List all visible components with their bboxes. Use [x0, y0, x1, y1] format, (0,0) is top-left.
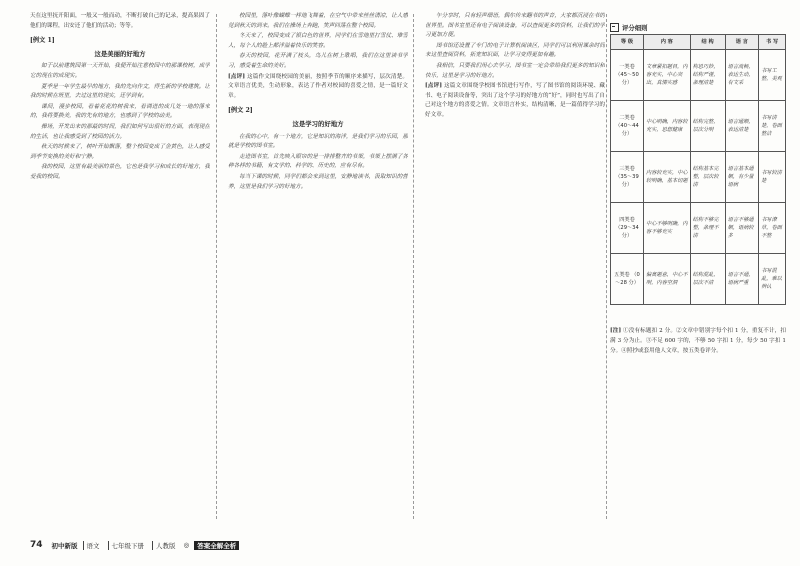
rubric-language: 语言流畅，表达生动，有文采 [725, 50, 758, 101]
page-footer [30, 538, 790, 552]
rubric-header-row [611, 35, 786, 50]
example-2-title: 这是学习的好地方 [292, 119, 344, 128]
example-2-label: [例文 2] [228, 107, 253, 115]
separator-icon: ◎ [183, 541, 190, 549]
essay-paragraph: 夏季是一年学生最早的地方，我的先向作文，得生新的学校建筑。让我的时候在班里，去过这里的现实，还学到有。 [30, 83, 210, 100]
rubric-language: 语言不够通顺，语病较多 [725, 203, 758, 254]
column-divider [606, 14, 607, 519]
column-divider [413, 14, 414, 519]
page-number: 74 [30, 540, 43, 550]
note-label: [注] [610, 328, 622, 334]
rubric-writing: 书写较清楚 [759, 152, 786, 203]
rubric-note [610, 326, 786, 356]
comment-text: 这篇作文围绕校园的美丽，按照季节的顺序来描写，层次清楚。文章语言优美，生动形象，表达了作者对校园的喜爱之情，是一篇好文章。 [228, 73, 408, 99]
rubric-col-header: 书 写 [759, 35, 786, 50]
rubric-row [611, 254, 786, 305]
essay-paragraph: 校园里，落叶像蝴蝶一样地飞舞着，在空气中带来丝丝清凉，让人感觉到秋天的到来。我们在操场上奔跑，笑声回荡在整个校园。 [228, 13, 408, 29]
rubric-structure: 结构不够完整，条理不清 [690, 203, 725, 254]
essay-column-3 [425, 12, 605, 522]
intro-paragraph: 天在这里抚开阳面，一般又一般而动，不断打破自己的记录，提高果固了他们的课程，出安还了他们的活动；等等。 [30, 13, 210, 29]
rubric-col-header: 等 级 [611, 35, 644, 50]
essay-paragraph: 冬天来了，校园变成了银白色的世界，同学们在雪地里打雪仗、堆雪人，每个人的脸上都洋溢着快乐的笑容。 [228, 33, 408, 49]
answer-section-tag: 答案全解全析 [194, 541, 239, 550]
scoring-rubric [610, 22, 786, 305]
grade-label: 七年级下册 [108, 541, 148, 550]
rubric-content: 内容较充实，中心较明确，基本切题 [644, 152, 691, 203]
essay-paragraph: 操场，开发出来的那最的时间，我们如何写出很好的方面，表现现在的生活，也让我感受到了校园的活力。 [30, 123, 210, 140]
essay-column-2 [228, 12, 408, 522]
rubric-row [611, 203, 786, 254]
rubric-icon [610, 23, 619, 32]
rubric-row [611, 50, 786, 101]
example-1-label: [例文 1] [30, 37, 55, 45]
comment-label: [点评] [228, 73, 245, 80]
rubric-language: 语言基本通顺，有少量语病 [725, 152, 758, 203]
rubric-language: 语言通顺，表达清楚 [725, 101, 758, 152]
subject-label: 语文 [83, 541, 103, 550]
rubric-structure: 结构基本完整，层次较清 [690, 152, 725, 203]
rubric-col-header: 内 容 [644, 35, 691, 50]
comment-label: [点评] [425, 83, 442, 90]
essay-paragraph: 走进图书室，首先映入眼帘的是一排排整齐的书架，书架上摆满了各种各样的书籍，有文学的、科学的、历史的，应有尽有。 [228, 153, 408, 170]
rubric-grade: 三类卷 （35～39 分） [611, 152, 644, 203]
essay-paragraph: 午分享时，只有轻声细语，偶尔传来翻书的声音，大家都沉浸在书的世界里。图书室里还有电子阅读设备，可以查阅更多的资料，让我们的学习更加方便。 [425, 13, 605, 39]
rubric-language: 语言不通，语病严重 [725, 254, 758, 305]
rubric-writing: 书写混乱，难以辨认 [759, 254, 786, 305]
essay-paragraph: 如于以前建筑园第一天开始，我便开始注意校园中的那课校树，成学它的现在的成现实。 [30, 63, 210, 79]
rubric-structure: 结构完整，层次分明 [690, 101, 725, 152]
note-text: ①没有标题扣 2 分。②文章中错别字每个扣 1 分，重复不计，扣满 3 分为止。③不足 600 字的，不够 50 字扣 1 分，每少 50 字扣 1 分。④照抄或套用他人文章，按五类卷评分。 [610, 328, 787, 354]
rubric-row [611, 152, 786, 203]
essay-column-1 [30, 12, 210, 522]
rubric-grade: 二类卷 （40～44 分） [611, 101, 644, 152]
rubric-content: 偏离题意，中心不明，内容空洞 [644, 254, 691, 305]
rubric-grade: 五类卷 （0～28 分） [611, 254, 644, 305]
essay-paragraph: 春天的校园，花开满了枝头，鸟儿在树上歌唱，我们在这里读书学习，感受着生命的美好。 [228, 53, 408, 69]
rubric-heading [610, 22, 786, 32]
rubric-heading-text: 评分细则 [622, 23, 648, 32]
rubric-structure: 构思巧妙，结构严谨，条理清楚 [690, 50, 725, 101]
rubric-grade: 四类卷 （29～34 分） [611, 203, 644, 254]
essay-paragraph: 课间，漫步校园，看着花花的树我来，看调进的成几处一地的落来的，我将要换美，我的先有的地方，也感到了学校的动美。 [30, 103, 210, 120]
rubric-writing: 书写工整，美观 [759, 50, 786, 101]
rubric-content: 文章紧扣题目，内容充实，中心突出，真情实感 [644, 50, 691, 101]
essay-paragraph: 每当下课的时候，同学们都会来到这里，安静地读书，汲取知识的营养，这里是我们学习的好地方。 [228, 173, 408, 190]
essay-paragraph: 在我的心中，有一个地方，它是知识的海洋，是我们学习的乐园，那就是学校的图书室。 [228, 133, 408, 150]
rubric-grade: 一类卷 （45～50 分） [611, 50, 644, 101]
essay-paragraph: 我相信，只要我们用心去学习，图书室一定会带给我们更多的知识和快乐，这里是学习的好地方。 [425, 62, 605, 79]
rubric-structure: 结构混乱，层次不清 [690, 254, 725, 305]
comment-block-2 [425, 82, 605, 120]
rubric-row [611, 101, 786, 152]
rubric-content: 中心不够明确，内容不够充实 [644, 203, 691, 254]
comment-text: 这篇文章围绕学校图书馆进行写作，写了图书馆的阅读环境、藏书、电子阅读设备等，突出了这个学习的好地方的“好”，同时也写出了自己对这个地方的喜爱之情。文章语言朴实，结构清晰，是一篇值得学习的好文章。 [425, 83, 605, 118]
comment-block-1 [228, 73, 408, 102]
example-1-title: 这是美丽的好地方 [94, 49, 146, 58]
series-brand: 初中新版 [51, 541, 78, 550]
rubric-writing: 书写潦草，卷面不整 [759, 203, 786, 254]
column-divider [216, 14, 217, 519]
rubric-col-header: 结 构 [690, 35, 725, 50]
rubric-col-header: 语 言 [725, 35, 758, 50]
essay-paragraph: 我的校园，这里有最美丽的景色，它也是我学习和成长的好地方，我爱我的校园。 [30, 164, 210, 180]
essay-paragraph: 图书馆还设置了专门的电子计算机阅读区，同学们可以利用课余时间来这里查阅资料，拓宽知识面，让学习变得更加有趣。 [425, 42, 605, 59]
edition-label: 人教版 [152, 541, 179, 550]
rubric-writing: 书写清楚，卷面整洁 [759, 101, 786, 152]
rubric-content: 中心明确，内容较充实，思想健康 [644, 101, 691, 152]
essay-paragraph: 秋天的时候来了，树叶开始飘落，整个校园变成了金黄色，让人感受到季节变换的美好和宁静。 [30, 144, 210, 160]
rubric-table [610, 34, 786, 305]
